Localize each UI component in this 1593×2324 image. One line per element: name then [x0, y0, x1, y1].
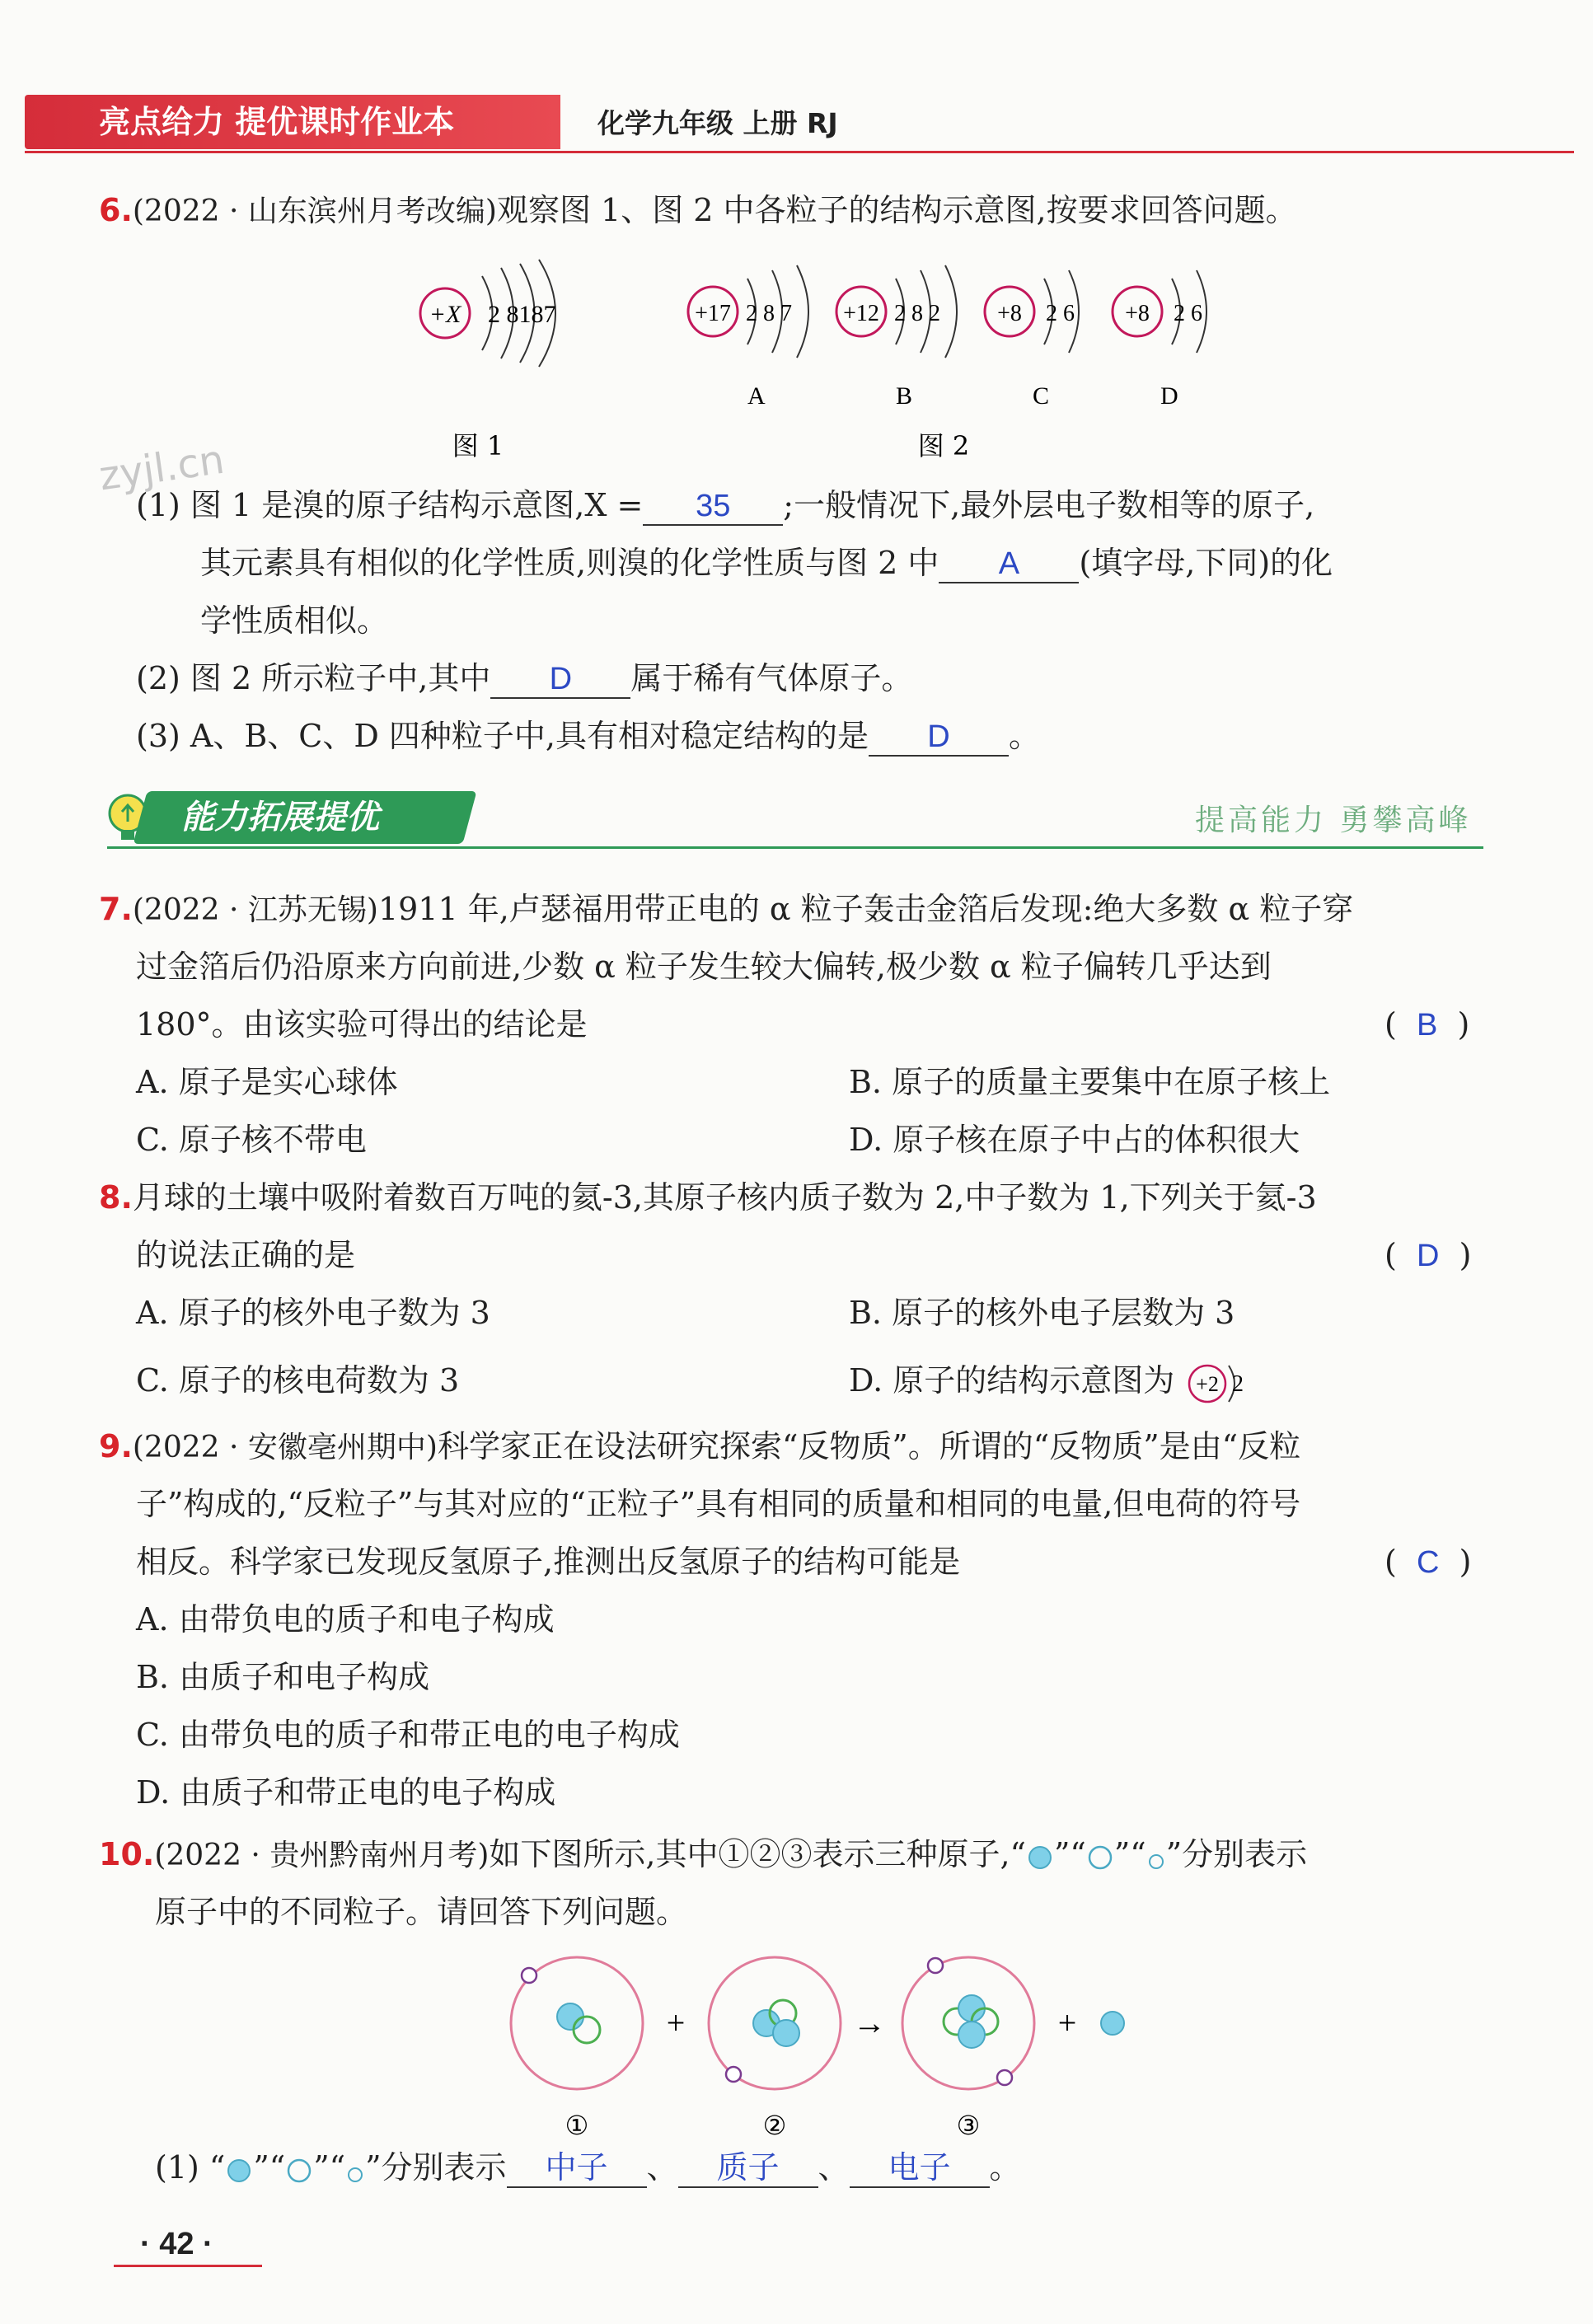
- q7-answer-paren: ( B ): [1385, 1006, 1470, 1043]
- q8-option-d: D. 原子的结构示意图为 +2 2: [849, 1352, 1258, 1409]
- svg-text:2 6: 2 6: [1046, 301, 1075, 326]
- q6-answer-x: 35: [696, 489, 731, 523]
- fig2-atom-b: [836, 265, 957, 410]
- q8-line2: 的说法正确的是: [136, 1237, 356, 1273]
- q10-atoms-figure: [494, 1941, 1170, 2155]
- atom-2: [709, 1957, 841, 2141]
- svg-text:D: D: [1160, 382, 1178, 410]
- q7-line3: 180°。由该实验可得出的结论是: [136, 1006, 588, 1043]
- fig2-atom-c: [985, 270, 1079, 410]
- svg-text:+12: +12: [843, 301, 879, 326]
- q6-part1-line2: 其元素具有相似的化学性质,则溴的化学性质与图 2 中 A (填字母,下同)的化: [200, 534, 1333, 592]
- svg-text:2 8 7: 2 8 7: [746, 301, 792, 326]
- section-divider: [107, 846, 1483, 849]
- q10-answer-1: 中子: [545, 2151, 608, 2186]
- q6-answer-stable: D: [927, 719, 950, 754]
- book-title: 亮点给力 提优课时作业本: [99, 104, 455, 140]
- section-motto: 提高能力 勇攀高峰: [1195, 804, 1472, 837]
- svg-text:+: +: [666, 2004, 686, 2041]
- q10-answer-3: 电子: [888, 2151, 951, 2186]
- q7-line1: 7.(2022 · 江苏无锡)1911 年,卢瑟福用带正电的 α 粒子轰击金箔后发现:绝大多数 α 粒子穿: [99, 891, 1354, 927]
- q7-option-b: B. 原子的质量主要集中在原子核上: [849, 1064, 1331, 1100]
- page-number: · 42 ·: [140, 2227, 213, 2261]
- svg-text:→: →: [853, 2004, 886, 2041]
- q9-answer-paren: ( C ): [1385, 1544, 1472, 1580]
- q8-answer-paren: ( D ): [1385, 1237, 1472, 1273]
- fig2-atom-a: [688, 265, 808, 410]
- svg-text:+8: +8: [1125, 301, 1150, 326]
- q9-line2: 子”构成的,“反粒子”与其对应的“正粒子”具有相同的质量和相同的电量,但电荷的符号: [136, 1486, 1301, 1522]
- neutron-symbol-icon: [1026, 1844, 1054, 1872]
- neutron-symbol-icon: [225, 2157, 253, 2185]
- proton-symbol-icon: [1086, 1844, 1114, 1872]
- header-divider: [25, 151, 1574, 153]
- electron-symbol-icon: [1146, 1844, 1166, 1872]
- q6-part1-line3: 学性质相似。: [200, 602, 389, 639]
- svg-text:A: A: [747, 382, 766, 410]
- svg-text:2 8 2: 2 8 2: [894, 301, 940, 326]
- svg-text:2 8187: 2 8187: [488, 301, 556, 328]
- q8-answer: D: [1416, 1239, 1440, 1273]
- q9-option-a: A. 由带负电的质子和电子构成: [136, 1601, 555, 1638]
- svg-text:+: +: [1057, 2004, 1077, 2041]
- q7-answer: B: [1416, 1008, 1438, 1043]
- section-title: 能力拓展提优: [181, 799, 379, 836]
- watermark: zyjl.cn: [96, 436, 227, 500]
- fig1-caption: 图 1: [452, 430, 504, 462]
- q6-part1-line1: (1) 图 1 是溴的原子结构示意图,X = 35 ;一般情况下,最外层电子数相等的原子,: [136, 476, 1314, 534]
- q6-answer-similar: A: [998, 546, 1020, 581]
- svg-text:③: ③: [956, 2110, 981, 2141]
- helium-structure-diagram: [1184, 1359, 1258, 1408]
- svg-text:②: ②: [762, 2110, 787, 2141]
- q10-sub1: (1) “ ”“ ”“ ”分别表示 中子 、 质子 、 电子 。: [155, 2139, 1021, 2196]
- q7-option-c: C. 原子核不带电: [136, 1122, 367, 1158]
- svg-text:2: 2: [1232, 1371, 1244, 1397]
- q9-option-c: C. 由带负电的质子和带正电的电子构成: [136, 1717, 680, 1753]
- svg-text:+17: +17: [695, 301, 731, 326]
- q9-option-b: B. 由质子和电子构成: [136, 1659, 430, 1695]
- q10-line1: 10.(2022 · 贵州黔南州月考)如下图所示,其中①②③表示三种原子,“ ”“ ”“ ”分别表示: [99, 1836, 1308, 1872]
- svg-text:+X: +X: [429, 301, 462, 328]
- proton-symbol-icon: [285, 2157, 313, 2185]
- q7-option-d: D. 原子核在原子中占的体积很大: [849, 1122, 1300, 1158]
- q8-option-c: C. 原子的核电荷数为 3: [136, 1362, 460, 1399]
- q8-option-a: A. 原子的核外电子数为 3: [136, 1295, 490, 1331]
- svg-text:+8: +8: [997, 301, 1022, 326]
- q10-line2: 原子中的不同粒子。请回答下列问题。: [155, 1894, 688, 1930]
- svg-text:B: B: [896, 382, 913, 410]
- electron-symbol-icon: [345, 2157, 365, 2185]
- q8-line1: 8.月球的土壤中吸附着数百万吨的氦-3,其原子核内质子数为 2,中子数为 1,下列关于氦-3: [99, 1179, 1317, 1216]
- q6-part2: (2) 图 2 所示粒子中,其中 D 属于稀有气体原子。: [136, 649, 912, 707]
- atom-1: [511, 1957, 643, 2141]
- q7-line2: 过金箔后仍沿原来方向前进,少数 α 粒子发生较大偏转,极少数 α 粒子偏转几乎达到: [136, 949, 1272, 985]
- fig2-atom-d: [1113, 270, 1206, 410]
- product-neutron: [1101, 2012, 1124, 2035]
- atom-3: [902, 1957, 1034, 2141]
- q9-answer: C: [1416, 1545, 1440, 1580]
- fig1-atom: [420, 260, 556, 367]
- q6-answer-noble: D: [549, 662, 573, 696]
- subject-label: 化学九年级 上册 RJ: [597, 107, 838, 139]
- q9-line1: 9.(2022 · 安徽亳州期中)科学家正在设法研究探索“反物质”。所谓的“反物质”是由“反粒: [99, 1428, 1301, 1464]
- q6-figures: [396, 239, 1236, 478]
- svg-text:2 6: 2 6: [1174, 301, 1202, 326]
- q6-part3: (3) A、B、C、D 四种粒子中,具有相对稳定结构的是 D 。: [136, 707, 1040, 765]
- q8-option-b: B. 原子的核外电子层数为 3: [849, 1295, 1235, 1331]
- svg-text:+2: +2: [1196, 1371, 1220, 1396]
- svg-text:①: ①: [565, 2110, 589, 2141]
- q9-option-d: D. 由质子和带正电的电子构成: [136, 1774, 556, 1811]
- q6-stem: 6.(2022 · 山东滨州月考改编)观察图 1、图 2 中各粒子的结构示意图,按要求回答问题。: [99, 192, 1297, 228]
- svg-text:C: C: [1033, 382, 1050, 410]
- fig2-caption: 图 2: [917, 430, 970, 462]
- q7-option-a: A. 原子是实心球体: [136, 1064, 398, 1100]
- q9-line3: 相反。科学家已发现反氢原子,推测出反氢原子的结构可能是: [136, 1544, 961, 1580]
- q10-answer-2: 质子: [716, 2151, 780, 2186]
